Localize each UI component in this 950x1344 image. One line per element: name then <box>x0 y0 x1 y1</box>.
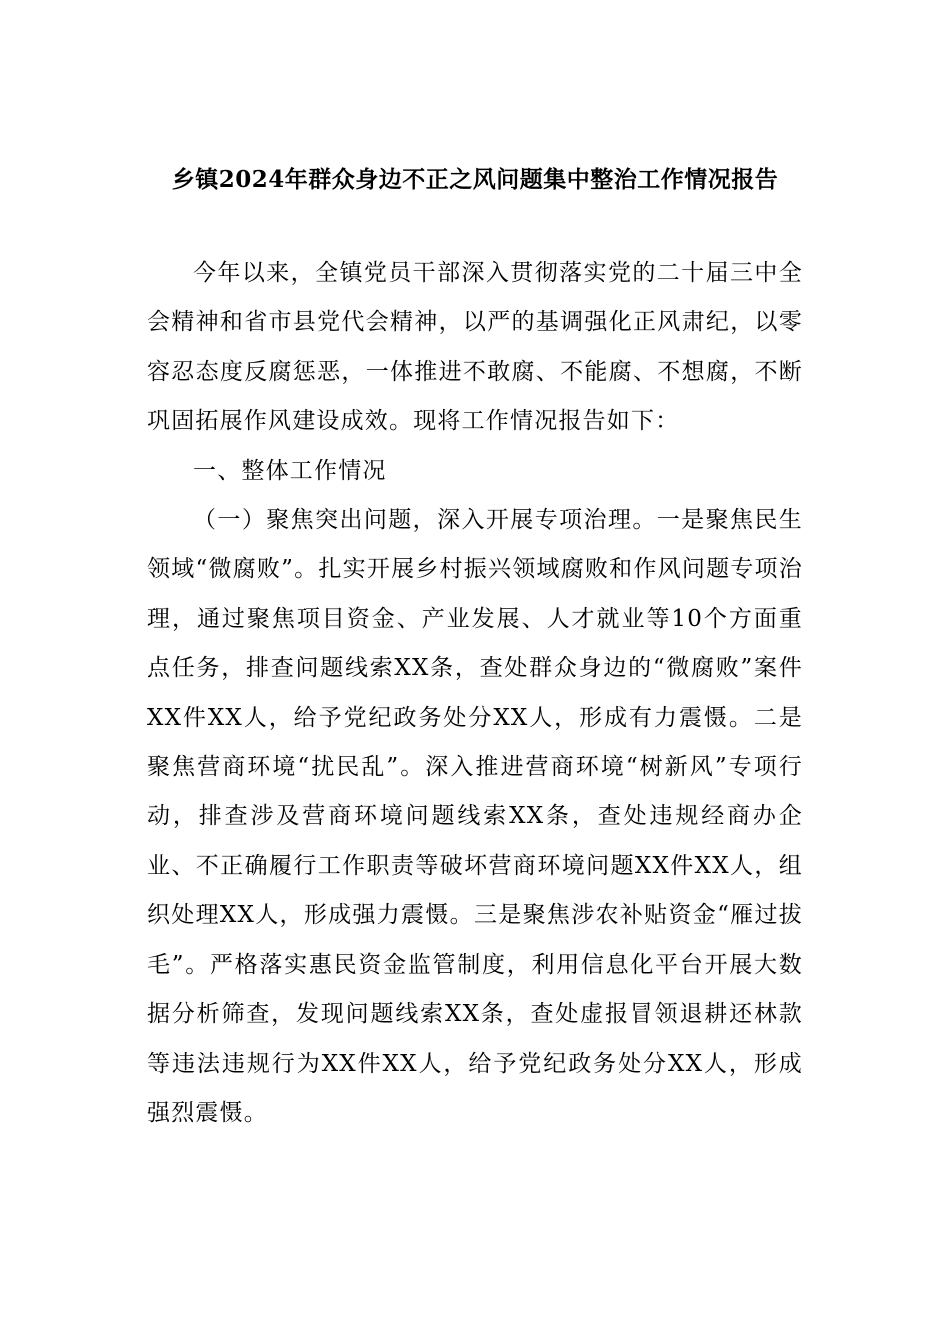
intro-paragraph: 今年以来，全镇党员干部深入贯彻落实党的二十届三中全会精神和省市县党代会精神，以严的基调强化正风肃纪，以零容忍态度反腐惩恶，一体推进不敢腐、不能腐、不想腐，不断巩固拓展作风建设成效。现将工作情况报告如下： <box>147 260 803 435</box>
section-heading-overall-work: 一、整体工作情况 <box>193 457 387 484</box>
document-title: 乡镇2024年群众身边不正之风问题集中整治工作情况报告 <box>171 166 779 193</box>
section-paragraph-special-governance: （一）聚焦突出问题，深入开展专项治理。一是聚焦民生领域“微腐败”。扎实开展乡村振兴领域腐败和作风问题专项治理，通过聚焦项目资金、产业发展、人才就业等10个方面重点任务，排查问题线索XX条，查处群众身边的“微腐败”案件XX件XX人，给予党纪政务处分XX人，形成有力震慑。二是聚焦营商环境“扰民乱”。深入推进营商环境“树新风”专项行动，排查涉及营商环境问题线索XX条，查处违规经商办企业、不正确履行工作职责等破坏营商环境问题XX件XX人，组织处理XX人，形成强力震慑。三是聚焦涉农补贴资金“雁过拔毛”。严格落实惠民资金监管制度，利用信息化平台开展大数据分析筛查，发现问题线索XX条，查处虚报冒领退耕还林款等违法违规行为XX件XX人，给予党纪政务处分XX人，形成强烈震慑。 <box>147 507 803 1126</box>
document-body <box>147 249 803 1138</box>
